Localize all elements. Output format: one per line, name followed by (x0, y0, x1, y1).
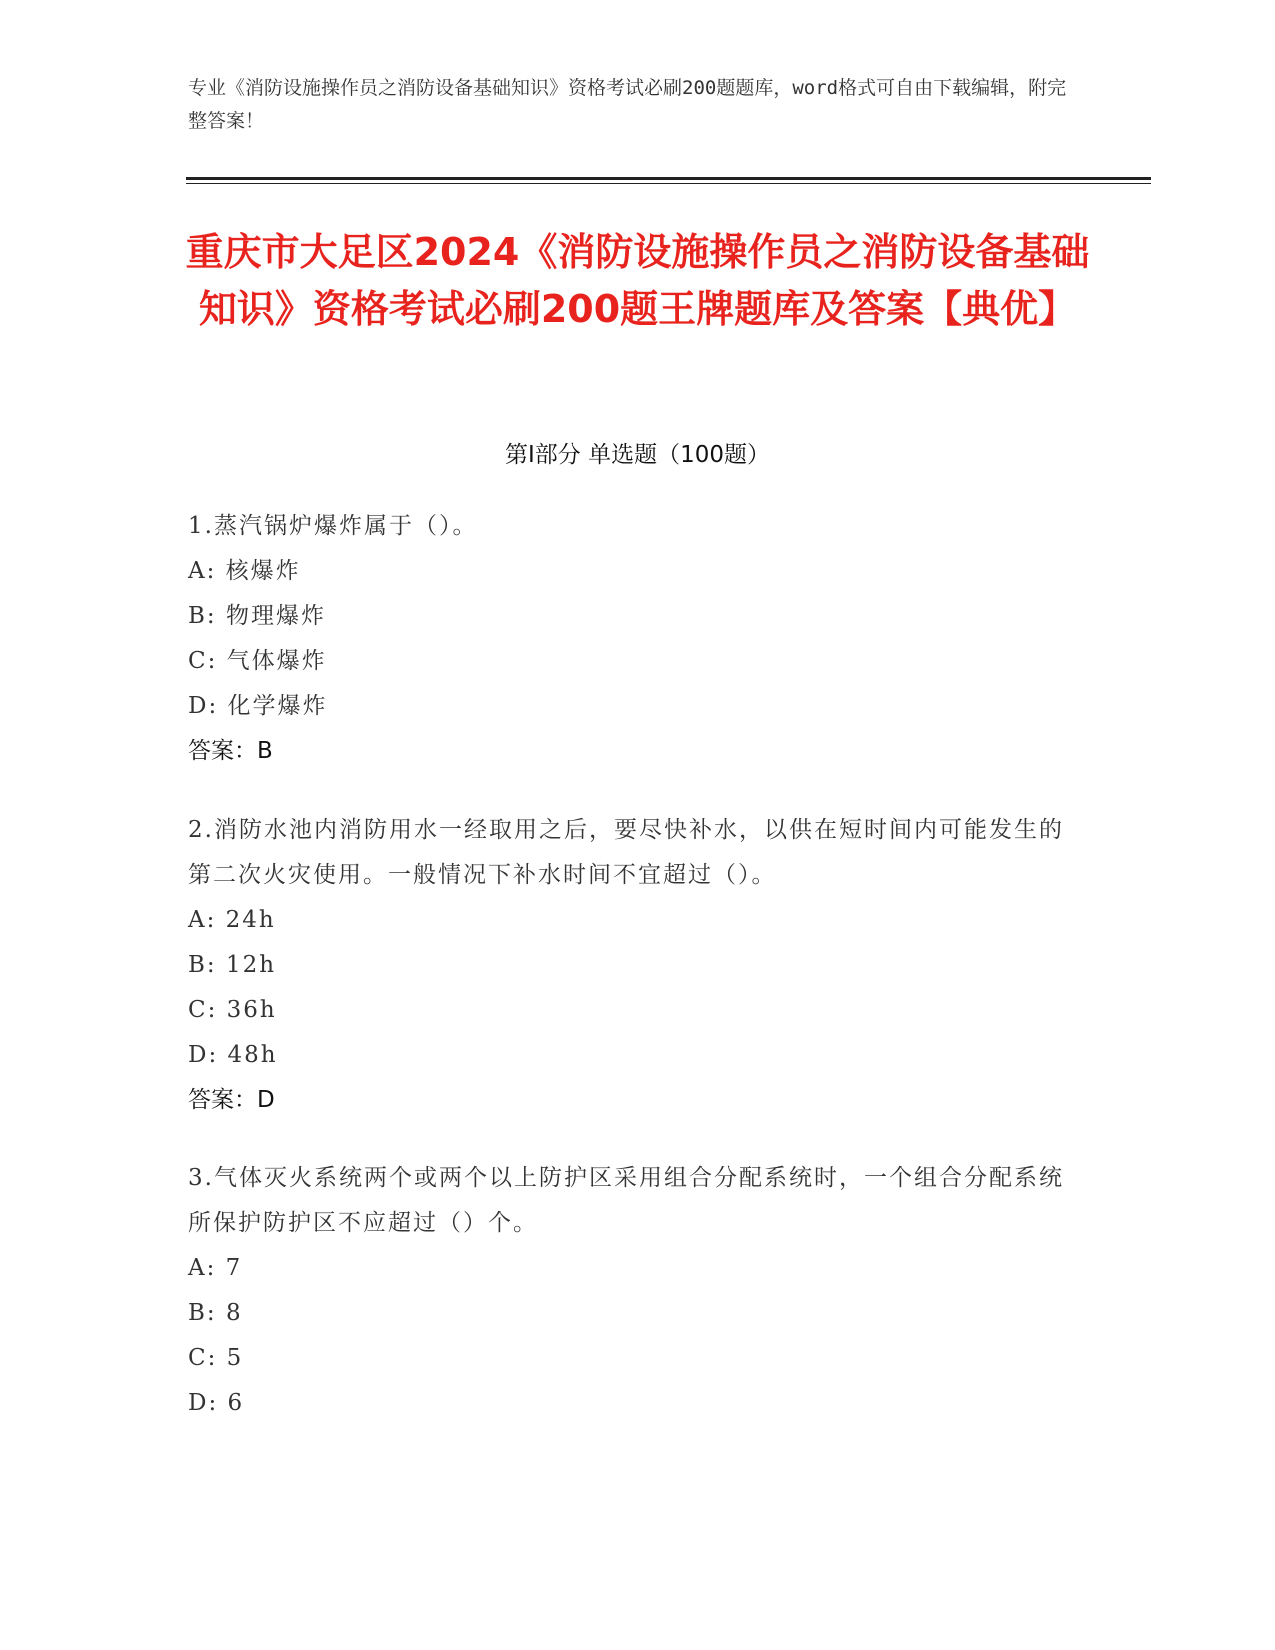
header-rule-thick (186, 177, 1151, 180)
option-c: C: 5 (188, 1345, 244, 1371)
option-b: B: 物理爆炸 (188, 603, 326, 629)
option-d: D: 6 (188, 1390, 245, 1416)
header-rule-thin (186, 183, 1151, 184)
question-stem: 2.消防水池内消防用水一经取用之后，要尽快补水，以供在短时间内可能发生的第二次火灾使用。一般情况下补水时间不宜超过（）。 (188, 817, 1064, 888)
question-stem: 1.蒸汽锅炉爆炸属于（）。 (188, 513, 478, 539)
option-d: D: 48h (188, 1042, 278, 1068)
option-a: A: 7 (188, 1255, 243, 1281)
option-b: B: 8 (188, 1300, 243, 1326)
answer: 答案：B (188, 738, 273, 764)
question-2 (188, 808, 1068, 1123)
option-d: D: 化学爆炸 (188, 693, 328, 719)
header-note: 专业《消防设施操作员之消防设备基础知识》资格考试必刷200题题库，word格式可自由下载编辑，附完整答案！ (188, 77, 1067, 132)
option-a: A: 核爆炸 (188, 558, 301, 584)
document-title: 重庆市大足区2024《消防设施操作员之消防设备基础知识》资格考试必刷200题王牌题库及答案【典优】 (185, 230, 1090, 331)
question-3 (188, 1156, 1068, 1426)
section-heading: 第I部分 单选题（100题） (505, 442, 770, 468)
option-c: C: 气体爆炸 (188, 648, 327, 674)
option-a: A: 24h (188, 907, 276, 933)
question-stem: 3.气体灭火系统两个或两个以上防护区采用组合分配系统时，一个组合分配系统所保护防护区不应超过（）个。 (188, 1165, 1064, 1236)
option-c: C: 36h (188, 997, 277, 1023)
answer: 答案：D (188, 1087, 275, 1113)
question-1 (188, 504, 1068, 774)
option-b: B: 12h (188, 952, 277, 978)
